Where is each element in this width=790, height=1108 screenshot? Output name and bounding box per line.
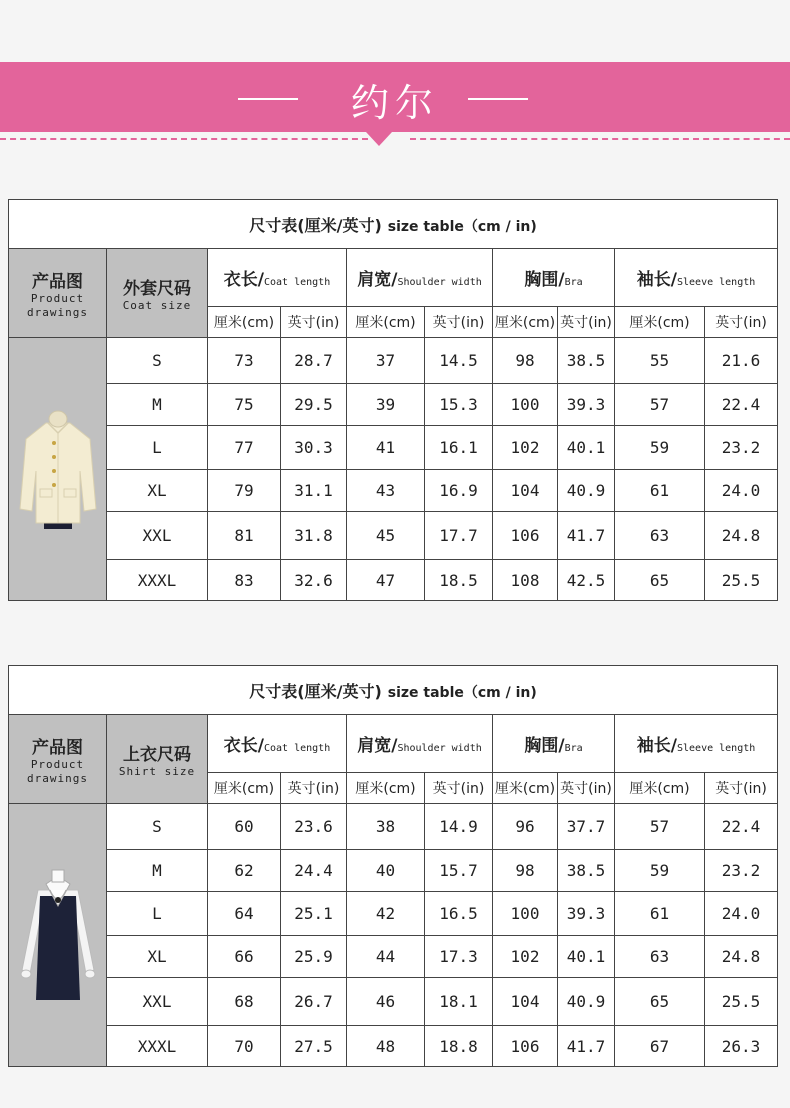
measure-header-en: Sleeve length (677, 277, 756, 288)
unit-header: 厘米(cm) (347, 773, 425, 804)
measurement-value: 40.9 (558, 978, 615, 1026)
measurement-value: 73 (208, 338, 281, 384)
shirt-product-image (16, 860, 100, 1010)
measurement-value: 16.1 (425, 426, 493, 470)
measurement-value: 23.2 (705, 850, 778, 892)
measure-header-zh: 袖长/ (636, 736, 677, 756)
measurement-value: 57 (615, 804, 705, 850)
measurement-value: 61 (615, 470, 705, 512)
measurement-value: 18.5 (425, 560, 493, 601)
measurement-value: 22.4 (705, 804, 778, 850)
table-row (9, 892, 778, 936)
measure-header-en: Sleeve length (677, 743, 756, 754)
measurement-value: 41.7 (558, 512, 615, 560)
measure-header-en: Coat length (263, 277, 331, 288)
measurement-value: 65 (615, 560, 705, 601)
measurement-value: 75 (208, 384, 281, 426)
table-title-zh: 尺寸表(厘米/英寸) (249, 681, 382, 701)
measurement-value: 98 (493, 850, 558, 892)
measurement-value: 42.5 (558, 560, 615, 601)
table-row (9, 1026, 778, 1067)
unit-header: 英寸(in) (705, 307, 778, 338)
measurement-value: 37 (347, 338, 425, 384)
size-header-en: Shirt size (118, 764, 196, 778)
measurement-value: 77 (208, 426, 281, 470)
measurement-value: 43 (347, 470, 425, 512)
measurement-value: 26.7 (281, 978, 347, 1026)
product-drawings-header (9, 715, 107, 804)
size-label: S (107, 804, 208, 850)
table-row (9, 338, 778, 384)
measurement-value: 24.4 (281, 850, 347, 892)
measurement-value: 100 (493, 384, 558, 426)
measurement-value: 15.7 (425, 850, 493, 892)
measurement-value: 23.2 (705, 426, 778, 470)
measure-group-header (615, 715, 778, 773)
measurement-value: 63 (615, 512, 705, 560)
measurement-value: 64 (208, 892, 281, 936)
measurement-value: 100 (493, 892, 558, 936)
banner-rule-right (468, 98, 528, 100)
measurement-value: 48 (347, 1026, 425, 1067)
size-label: L (107, 892, 208, 936)
measure-header-zh: 肩宽/ (357, 270, 398, 290)
table-title-zh: 尺寸表(厘米/英寸) (249, 215, 382, 235)
table-row (9, 470, 778, 512)
measurement-value: 24.8 (705, 936, 778, 978)
measurement-value: 24.0 (705, 892, 778, 936)
measure-header-zh: 胸围/ (524, 736, 565, 756)
measurement-value: 102 (493, 936, 558, 978)
product-drawings-header (9, 249, 107, 338)
measure-group-header (347, 249, 493, 307)
size-header (107, 249, 208, 338)
measure-group-header (208, 715, 347, 773)
measure-group-header (493, 249, 615, 307)
unit-header: 厘米(cm) (208, 773, 281, 804)
product-header-en-2: drawings (27, 771, 88, 785)
product-header-en-2: drawings (27, 305, 88, 319)
measurement-value: 39.3 (558, 384, 615, 426)
measurement-value: 40.1 (558, 936, 615, 978)
measurement-value: 44 (347, 936, 425, 978)
measurement-value: 38 (347, 804, 425, 850)
size-label: M (107, 850, 208, 892)
measure-group-header (208, 249, 347, 307)
measurement-value: 57 (615, 384, 705, 426)
size-label: XXXL (107, 560, 208, 601)
product-header-zh: 产品图 (32, 271, 83, 292)
product-header-en-1: Product (30, 291, 85, 305)
measurement-value: 28.7 (281, 338, 347, 384)
measurement-value: 31.8 (281, 512, 347, 560)
measurement-value: 40 (347, 850, 425, 892)
measurement-value: 83 (208, 560, 281, 601)
banner-dashes-left (0, 138, 368, 140)
measurement-value: 81 (208, 512, 281, 560)
measurement-value: 32.6 (281, 560, 347, 601)
measure-header-en: Bra (564, 277, 583, 288)
product-header-zh: 产品图 (32, 737, 83, 758)
measurement-value: 55 (615, 338, 705, 384)
measurement-value: 15.3 (425, 384, 493, 426)
table-title (9, 666, 778, 715)
unit-header: 英寸(in) (558, 773, 615, 804)
measure-header-en: Bra (564, 743, 583, 754)
table-row (9, 850, 778, 892)
measurement-value: 66 (208, 936, 281, 978)
measurement-value: 17.3 (425, 936, 493, 978)
unit-header: 厘米(cm) (615, 307, 705, 338)
table-title-en: size table（cm / in) (387, 684, 537, 701)
banner-dashes-right (410, 138, 790, 140)
banner-title: 约尔 (350, 81, 439, 125)
table-row (9, 936, 778, 978)
unit-header: 厘米(cm) (347, 307, 425, 338)
title-banner (0, 62, 790, 132)
measure-header-zh: 衣长/ (223, 270, 264, 290)
measurement-value: 102 (493, 426, 558, 470)
measure-group-header (347, 715, 493, 773)
measurement-value: 104 (493, 978, 558, 1026)
size-label: XXXL (107, 1026, 208, 1067)
measurement-value: 104 (493, 470, 558, 512)
measurement-value: 17.7 (425, 512, 493, 560)
measurement-value: 67 (615, 1026, 705, 1067)
size-header-zh: 外套尺码 (123, 278, 191, 299)
measurement-value: 24.0 (705, 470, 778, 512)
measurement-value: 27.5 (281, 1026, 347, 1067)
measurement-value: 39.3 (558, 892, 615, 936)
measure-header-en: Coat length (263, 743, 331, 754)
size-label: XXL (107, 978, 208, 1026)
measurement-value: 14.5 (425, 338, 493, 384)
measurement-value: 40.1 (558, 426, 615, 470)
measure-header-en: Shoulder width (397, 277, 482, 288)
measurement-value: 61 (615, 892, 705, 936)
measurement-value: 40.9 (558, 470, 615, 512)
measurement-value: 30.3 (281, 426, 347, 470)
table-title (9, 200, 778, 249)
table-row (9, 978, 778, 1026)
product-photo-cell (9, 338, 107, 601)
measurement-value: 62 (208, 850, 281, 892)
measurement-value: 31.1 (281, 470, 347, 512)
measurement-value: 47 (347, 560, 425, 601)
size-label: XL (107, 936, 208, 978)
measure-group-header (615, 249, 778, 307)
size-label: M (107, 384, 208, 426)
measurement-value: 41.7 (558, 1026, 615, 1067)
unit-header: 英寸(in) (281, 773, 347, 804)
measure-group-header (493, 715, 615, 773)
coat-product-image (18, 399, 98, 539)
size-table (8, 665, 778, 1067)
table-title-en: size table（cm / in) (387, 218, 537, 235)
measure-header-zh: 肩宽/ (357, 736, 398, 756)
measurement-value: 29.5 (281, 384, 347, 426)
product-photo-cell (9, 804, 107, 1067)
measurement-value: 59 (615, 850, 705, 892)
measurement-value: 68 (208, 978, 281, 1026)
table-row (9, 560, 778, 601)
measurement-value: 65 (615, 978, 705, 1026)
unit-header: 英寸(in) (281, 307, 347, 338)
unit-header: 厘米(cm) (493, 307, 558, 338)
size-label: S (107, 338, 208, 384)
measure-header-zh: 衣长/ (223, 736, 264, 756)
measurement-value: 37.7 (558, 804, 615, 850)
measure-header-zh: 胸围/ (524, 270, 565, 290)
size-label: L (107, 426, 208, 470)
measurement-value: 18.8 (425, 1026, 493, 1067)
measurement-value: 25.5 (705, 978, 778, 1026)
measurement-value: 16.5 (425, 892, 493, 936)
table-row (9, 512, 778, 560)
unit-header: 厘米(cm) (615, 773, 705, 804)
measurement-value: 21.6 (705, 338, 778, 384)
measurement-value: 39 (347, 384, 425, 426)
unit-header: 英寸(in) (425, 307, 493, 338)
measurement-value: 70 (208, 1026, 281, 1067)
measurement-value: 63 (615, 936, 705, 978)
unit-header: 厘米(cm) (208, 307, 281, 338)
measurement-value: 45 (347, 512, 425, 560)
measurement-value: 106 (493, 1026, 558, 1067)
unit-header: 英寸(in) (558, 307, 615, 338)
measurement-value: 18.1 (425, 978, 493, 1026)
measurement-value: 41 (347, 426, 425, 470)
measurement-value: 23.6 (281, 804, 347, 850)
size-label: XXL (107, 512, 208, 560)
size-label: XL (107, 470, 208, 512)
size-table (8, 199, 778, 601)
banner-notch (366, 132, 392, 146)
measurement-value: 98 (493, 338, 558, 384)
unit-header: 厘米(cm) (493, 773, 558, 804)
measurement-value: 60 (208, 804, 281, 850)
measurement-value: 24.8 (705, 512, 778, 560)
measurement-value: 96 (493, 804, 558, 850)
measurement-value: 108 (493, 560, 558, 601)
unit-header: 英寸(in) (425, 773, 493, 804)
table-row (9, 804, 778, 850)
measurement-value: 25.9 (281, 936, 347, 978)
measurement-value: 14.9 (425, 804, 493, 850)
size-header-en: Coat size (122, 298, 192, 312)
measurement-value: 46 (347, 978, 425, 1026)
unit-header: 英寸(in) (705, 773, 778, 804)
measurement-value: 25.5 (705, 560, 778, 601)
measurement-value: 38.5 (558, 850, 615, 892)
measurement-value: 38.5 (558, 338, 615, 384)
size-header-zh: 上衣尺码 (123, 744, 191, 765)
measurement-value: 25.1 (281, 892, 347, 936)
product-header-en-1: Product (30, 757, 85, 771)
measurement-value: 22.4 (705, 384, 778, 426)
size-header (107, 715, 208, 804)
measurement-value: 59 (615, 426, 705, 470)
measure-header-en: Shoulder width (397, 743, 482, 754)
table-row (9, 384, 778, 426)
measurement-value: 79 (208, 470, 281, 512)
measurement-value: 16.9 (425, 470, 493, 512)
measurement-value: 26.3 (705, 1026, 778, 1067)
measurement-value: 106 (493, 512, 558, 560)
table-row (9, 426, 778, 470)
measurement-value: 42 (347, 892, 425, 936)
measure-header-zh: 袖长/ (636, 270, 677, 290)
